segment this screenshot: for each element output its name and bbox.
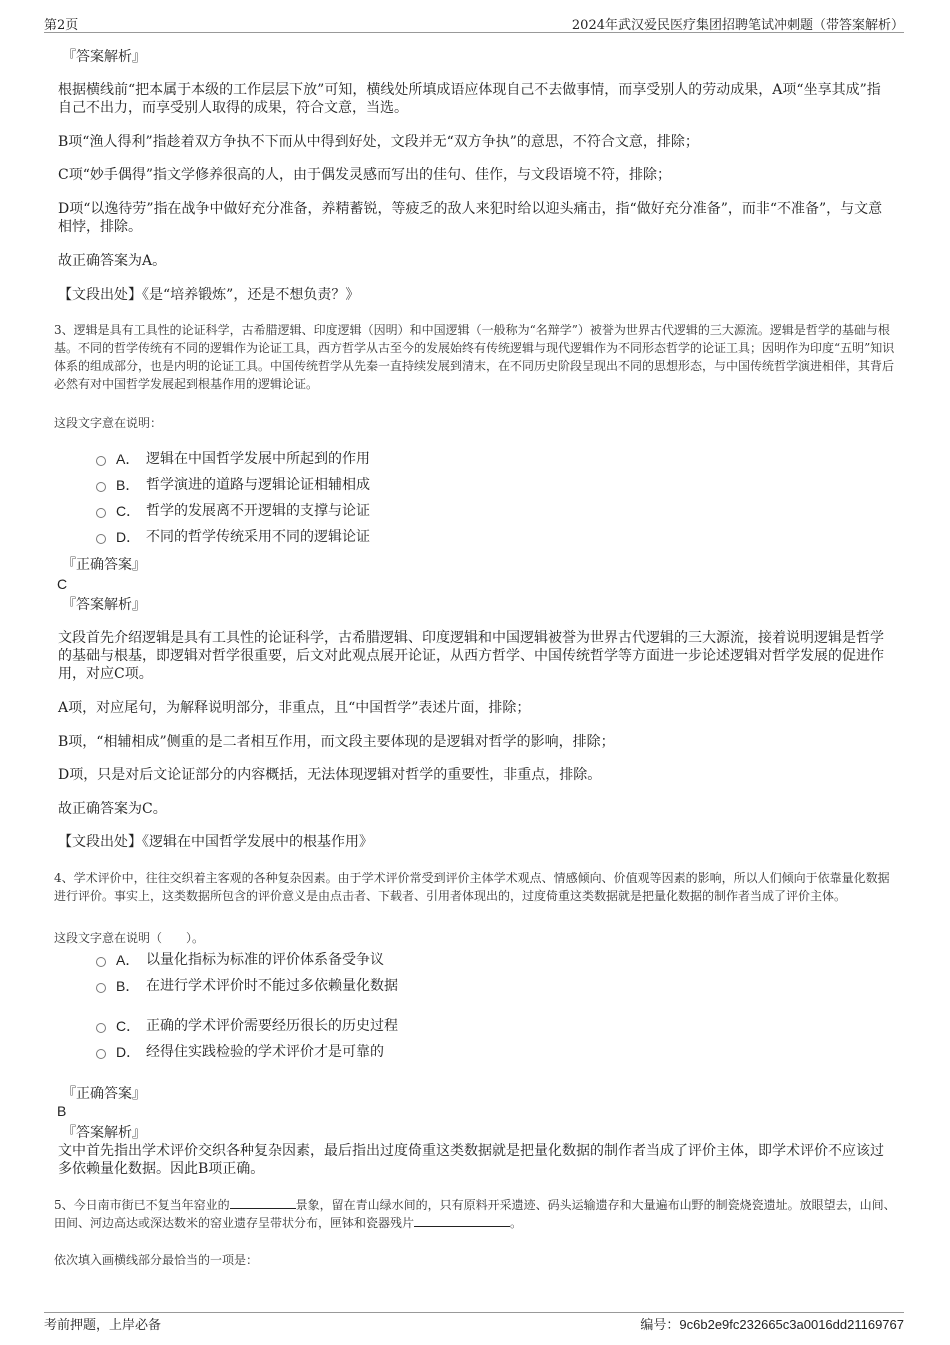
option-text: 逻辑在中国哲学发展中所起到的作用 <box>146 451 370 467</box>
correct-answer-label: 『正确答案』 <box>62 557 146 573</box>
document-title: 2024年武汉爱民医疗集团招聘笔试冲刺题（带答案解析） <box>571 18 904 33</box>
header-divider <box>44 32 904 33</box>
stem-part: 。 <box>510 1216 523 1230</box>
analysis-label: 『答案解析』 <box>62 597 146 613</box>
radio-icon[interactable] <box>96 482 106 492</box>
radio-icon[interactable] <box>96 983 106 993</box>
radio-icon[interactable] <box>96 534 106 544</box>
option-key: C． <box>116 503 141 519</box>
radio-icon[interactable] <box>96 508 106 518</box>
radio-icon[interactable] <box>96 1023 106 1033</box>
option-text: 不同的哲学传统采用不同的逻辑论证 <box>146 529 370 545</box>
option-d[interactable] <box>96 528 370 546</box>
option-key: A． <box>116 952 140 968</box>
analysis-label: 『答案解析』 <box>62 1125 146 1141</box>
option-text: 哲学演进的道路与逻辑论证相辅相成 <box>146 477 370 493</box>
correct-answer: C <box>57 576 68 592</box>
code-label: 编号： <box>640 1318 680 1333</box>
option-key: B． <box>116 477 140 493</box>
option-text: 哲学的发展离不开逻辑的支撑与论证 <box>146 503 370 519</box>
footer-slogan: 考前押题，上岸必备 <box>44 1318 162 1333</box>
radio-icon[interactable] <box>96 456 106 466</box>
analysis-paragraph: 根据横线前“把本属于本级的工作层层下放”可知，横线处所填成语应体现自己不去做事情，而享受别人的劳动成果，A项“坐享其成”指自己不出力，而享受别人取得的成果，符合文意，当选。 <box>58 82 881 116</box>
option-text: 经得住实践检验的学术评价才是可靠的 <box>146 1044 384 1060</box>
analysis-paragraph: D项“以逸待劳”指在战争中做好充分准备，养精蓄锐，等疲乏的敌人来犯时给以迎头痛击，指“做好充分准备”，而非“不准备”，与文意相悖，排除。 <box>58 201 883 235</box>
question-stem: 4、学术评价中，往往交织着主客观的各种复杂因素。由于学术评价常受到评价主体学术观点、情感倾向、价值观等因素的影响，所以人们倾向于依靠量化数据进行评价。事实上，这类数据所包含的评价意义是由点击者、下载者、引用者体现出的，过度倚重这类数据就是把量化数据的制作者当成了评价主体。 <box>54 871 890 903</box>
option-text: 正确的学术评价需要经历很长的历史过程 <box>146 1018 398 1034</box>
radio-icon[interactable] <box>96 957 106 967</box>
option-key: D． <box>116 529 141 545</box>
stem-part: 景象，留在青山绿水间的，只有原料开采遗迹、码头运输遗存和大量遍布山野的制瓷烧瓷遗址。放眼望去，山间、田间、河边高达或深达数米的窑业遗存呈带状分布，匣钵和瓷器残片 <box>54 1198 896 1230</box>
analysis-paragraph: C项“妙手偶得”指文学修养很高的人，由于偶发灵感而写出的佳句、佳作，与文段语境不符，排除； <box>58 167 672 183</box>
question-prompt: 依次填入画横线部分最恰当的一项是： <box>54 1253 259 1267</box>
analysis-label: 『答案解析』 <box>62 49 146 65</box>
analysis-paragraph: B项，“相辅相成”侧重的是二者相互作用，而文段主要体现的是逻辑对哲学的影响，排除； <box>58 734 615 750</box>
analysis-paragraph: 文段首先介绍逻辑是具有工具性的论证科学，古希腊逻辑、印度逻辑和中国逻辑被誉为世界古代逻辑的三大源流，接着说明逻辑是哲学的基础与根基，即逻辑对哲学很重要，后文对此观点展开论证，从西方哲学、中国传统哲学等方面进一步论述逻辑对哲学发展的促进作用，对应C项。 <box>58 630 884 682</box>
fill-blank <box>414 1214 510 1227</box>
option-c[interactable] <box>96 502 370 520</box>
option-b[interactable] <box>96 476 370 494</box>
source-citation: 【文段出处】《是“培养锻炼”，还是不想负责？》 <box>58 287 360 303</box>
option-a[interactable] <box>96 951 384 969</box>
stem-part: 5、今日南市街已不复当年窑业的 <box>54 1198 230 1212</box>
question-stem <box>54 1196 896 1232</box>
analysis-paragraph: 文中首先指出学术评价交织各种复杂因素，最后指出过度倚重这类数据就是把量化数据的制作者当成了评价主体，即学术评价不应该过多依赖量化数据。因此B项正确。 <box>58 1143 884 1177</box>
analysis-paragraph: 故正确答案为C。 <box>58 801 167 817</box>
analysis-paragraph: B项“渔人得利”指趁着双方争执不下而从中得到好处，文段并无“双方争执”的意思，不符合文意，排除； <box>58 134 699 150</box>
option-key: A． <box>116 451 140 467</box>
document-code <box>640 1314 904 1333</box>
option-key: D． <box>116 1044 141 1060</box>
option-d[interactable] <box>96 1043 384 1061</box>
correct-answer: B <box>57 1103 67 1119</box>
correct-answer-label: 『正确答案』 <box>62 1086 146 1102</box>
option-text: 以量化指标为标准的评价体系备受争议 <box>146 952 384 968</box>
option-text: 在进行学术评价时不能过多依赖量化数据 <box>146 978 398 994</box>
option-c[interactable] <box>96 1017 398 1035</box>
question-stem: 3、逻辑是具有工具性的论证科学，古希腊逻辑、印度逻辑（因明）和中国逻辑（一般称为“名辩学”）被誉为世界古代逻辑的三大源流。逻辑是哲学的基础与根基。不同的哲学传统有不同的逻辑作为论证工具，西方哲学从古至今的发展始终有传统逻辑与现代逻辑作为不同形态哲学的论证工具；因明作为印度“五明”知识体系的组成部分，也是内明的论证工具。中国传统哲学从先秦一直持续发展到清末，在不同历史阶段呈现出不同的思想形态，与中国传统哲学演进相伴，其背后必然有对中国哲学发展起到根基作用的逻辑论证。 <box>54 323 895 391</box>
analysis-paragraph: D项，只是对后文论证部分的内容概括，无法体现逻辑对哲学的重要性，非重点，排除。 <box>58 767 602 783</box>
option-a[interactable] <box>96 450 370 468</box>
option-b[interactable] <box>96 977 398 995</box>
option-key: B． <box>116 978 140 994</box>
analysis-paragraph: 故正确答案为A。 <box>58 253 167 269</box>
analysis-paragraph: A项，对应尾句，为解释说明部分，非重点，且“中国哲学”表述片面，排除； <box>58 700 531 716</box>
code-value: 9c6b2e9fc232665c3a0016dd21169767 <box>679 1317 904 1332</box>
radio-icon[interactable] <box>96 1049 106 1059</box>
fill-blank <box>230 1196 296 1209</box>
source-citation: 【文段出处】《逻辑在中国哲学发展中的根基作用》 <box>58 834 373 850</box>
question-prompt: 这段文字意在说明（ ）。 <box>54 931 205 945</box>
footer-divider <box>44 1312 904 1313</box>
question-prompt: 这段文字意在说明： <box>54 416 163 430</box>
option-key: C． <box>116 1018 141 1034</box>
page-number: 第2页 <box>44 18 79 33</box>
